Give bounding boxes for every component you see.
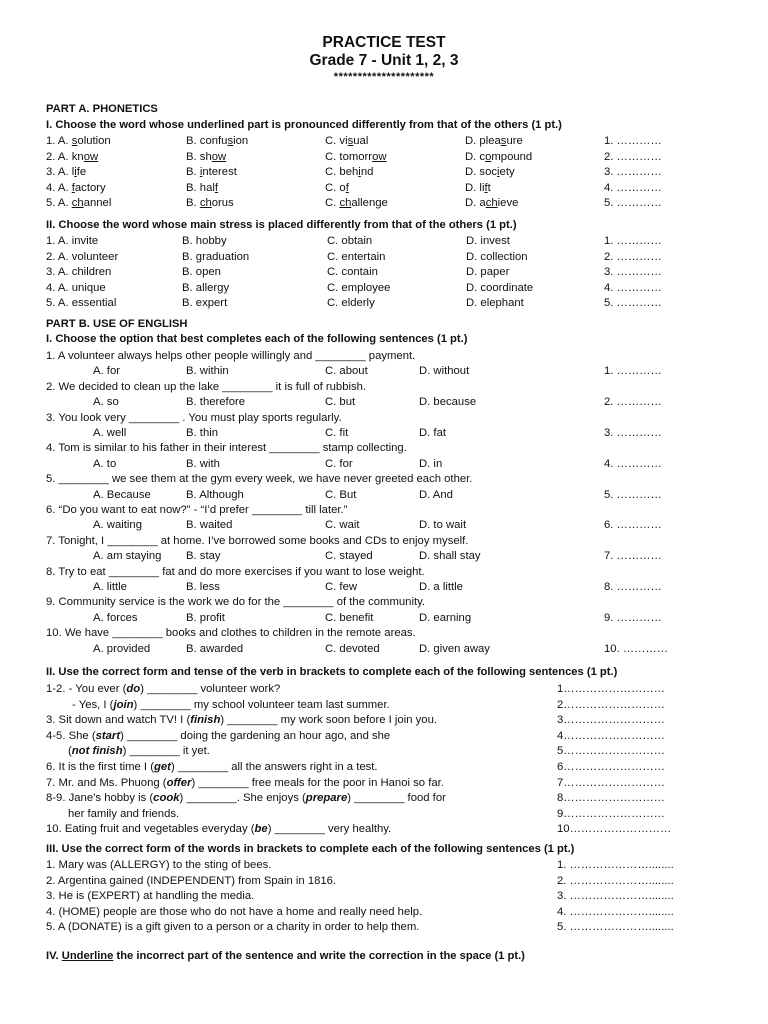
underlined-part: s xyxy=(227,135,234,147)
option-text: D. soc xyxy=(465,166,498,178)
sentence-text: her family and friends. xyxy=(68,807,180,820)
answer-blank: 1……………………… xyxy=(557,683,665,695)
option-cell: D. coordinate xyxy=(466,281,534,294)
answer-blank: 1. ………… xyxy=(604,235,662,247)
answer-blank: 2. ………… xyxy=(604,250,662,263)
underlined-part: f xyxy=(484,181,488,194)
verb-sentence xyxy=(72,698,390,713)
verb-sentence xyxy=(46,682,280,697)
option-cell: C. entertain xyxy=(327,250,386,263)
question-line xyxy=(0,441,768,456)
answer-blank: 2. ………… xyxy=(604,396,662,409)
option-cell: D. shall stay xyxy=(419,550,481,563)
answer-blank: 6. ………… xyxy=(604,519,662,532)
option-cell: A. am staying xyxy=(93,550,162,563)
options-line xyxy=(0,395,768,410)
option-cell: A. to xyxy=(93,457,117,470)
underlined-part: ch xyxy=(339,197,352,209)
answer-blank: 1. ………… xyxy=(604,365,662,378)
verb-in-brackets: prepare xyxy=(305,792,348,805)
option-cell: B. thin xyxy=(186,427,219,439)
sentence-text: 1-2. - You ever ( xyxy=(46,683,127,695)
page-subtitle: Grade 7 - Unit 1, 2, 3 xyxy=(309,52,459,69)
answer-blank: 10……………………… xyxy=(557,823,672,836)
option-cell: A. for xyxy=(93,365,120,378)
option-cell: D. fat xyxy=(419,427,446,439)
stress-row xyxy=(0,250,768,265)
sentence-text: ) ________ doing the gardening an hour ago, and she xyxy=(120,729,391,742)
option-text: 3. A. l xyxy=(46,166,75,178)
underlined-part: i xyxy=(497,166,500,178)
question-text: 2. We decided to clean up the lake ________ it is full of rubbish. xyxy=(46,380,367,393)
answer-blank: 3……………………… xyxy=(557,714,665,727)
option-cell: D. to wait xyxy=(419,519,467,532)
option-text: B. xyxy=(186,197,200,209)
option-cell: A. well xyxy=(93,427,127,439)
answer-blank: 5……………………… xyxy=(557,745,665,758)
page-title: PRACTICE TEST xyxy=(322,34,446,51)
option-cell: B. within xyxy=(186,365,229,378)
sentence-text: ) ________ my work soon before I join you. xyxy=(220,714,437,727)
sentence-text: ) ________ free meals for the poor in Hanoi so far. xyxy=(191,776,444,789)
verb-in-brackets: do xyxy=(126,683,141,695)
verb-form-line xyxy=(0,822,768,837)
option-cell: A. waiting xyxy=(93,519,142,532)
answer-blank: 8. ………… xyxy=(604,581,662,593)
underlined-part: o xyxy=(485,150,492,163)
option-cell: C. stayed xyxy=(325,550,373,563)
answer-blank: 5. …………………........ xyxy=(557,921,674,934)
option-text: 5. A. xyxy=(46,197,72,209)
part-a-sec2-instruction: II. Choose the word whose main stress is placed differently from that of the others (1 pt.) xyxy=(46,219,517,231)
option-cell xyxy=(325,165,373,180)
answer-blank: 2. ………… xyxy=(604,150,662,163)
option-cell: D. in xyxy=(419,457,443,470)
option-cell: D. because xyxy=(419,396,477,409)
verb-in-brackets: finish xyxy=(190,714,221,727)
verb-form-line xyxy=(0,713,768,728)
option-cell xyxy=(46,181,106,196)
option-text: C. beh xyxy=(325,166,359,178)
option-cell: C. obtain xyxy=(327,235,373,247)
question-text: 1. A volunteer always helps other people willingly and ________ payment. xyxy=(46,350,416,362)
option-cell xyxy=(186,196,234,211)
underlined-part: s xyxy=(347,135,354,147)
word-form-sentence: 4. (HOME) people are those who do not have a home and really need help. xyxy=(46,905,423,918)
option-cell xyxy=(325,134,368,149)
underlined-part: s xyxy=(71,135,78,147)
option-cell: 1. A. invite xyxy=(46,235,99,247)
option-cell xyxy=(46,165,86,180)
option-cell xyxy=(325,181,349,196)
option-text: ion xyxy=(233,135,249,147)
options-line xyxy=(0,426,768,441)
verb-sentence xyxy=(46,729,390,744)
word-form-line xyxy=(0,889,768,904)
option-text: actory xyxy=(74,181,106,194)
option-cell: C. employee xyxy=(327,281,391,294)
sentence-text: 10. Eating fruit and vegetables everyday ( xyxy=(46,823,255,836)
option-cell xyxy=(465,181,491,196)
option-text: orus xyxy=(211,197,234,209)
word-form-line xyxy=(0,920,768,935)
option-cell: B. graduation xyxy=(182,250,250,263)
option-cell xyxy=(46,150,98,165)
option-cell: A. little xyxy=(93,581,127,593)
verb-sentence xyxy=(68,744,210,759)
word-form-line xyxy=(0,874,768,889)
answer-blank: 4. ………… xyxy=(604,181,662,194)
option-text: B. sh xyxy=(186,150,212,163)
option-cell xyxy=(46,134,111,149)
answer-blank: 3. ………… xyxy=(604,166,662,178)
verb-form-line xyxy=(0,760,768,775)
phonetics-row xyxy=(0,181,768,196)
option-text: 4. A. xyxy=(46,181,72,194)
answer-blank: 6……………………… xyxy=(557,761,665,773)
underlined-part: i xyxy=(199,166,203,178)
option-cell: D. invest xyxy=(466,235,510,247)
option-cell: C. wait xyxy=(325,519,360,532)
answer-blank: 3. ………… xyxy=(604,266,662,278)
sentence-text: ) ________. She enjoys ( xyxy=(179,792,306,805)
option-cell xyxy=(186,150,226,165)
answer-blank: 7……………………… xyxy=(557,776,665,789)
option-cell: B. awarded xyxy=(186,642,244,655)
answer-blank: 5. ………… xyxy=(604,297,662,309)
option-text: C. o xyxy=(325,181,346,194)
option-cell: B. open xyxy=(182,266,221,278)
answer-blank: 3. ………… xyxy=(604,427,662,439)
verb-in-brackets: cook xyxy=(153,792,180,805)
underlined-part: ch xyxy=(199,197,212,209)
option-cell: D. a little xyxy=(419,581,463,593)
options-line xyxy=(0,549,768,564)
option-cell: D. given away xyxy=(419,642,490,655)
underlined-part: i xyxy=(74,166,77,178)
option-cell: 2. A. volunteer xyxy=(46,250,119,263)
sec4-underline-word: Underline xyxy=(61,950,114,962)
option-cell: B. Although xyxy=(186,488,244,501)
answer-blank: 4. ………… xyxy=(604,457,662,470)
part-b-sec1-instruction: I. Choose the option that best completes each of the following sentences (1 pt.) xyxy=(46,333,468,345)
option-cell: B. therefore xyxy=(186,396,246,409)
underlined-part: f xyxy=(345,181,349,194)
sentence-text: 8-9. Jane’s hobby is ( xyxy=(46,792,154,805)
underlined-part: ow xyxy=(211,150,227,163)
word-form-sentence: 2. Argentina gained (INDEPENDENT) from Spain in 1816. xyxy=(46,874,337,887)
option-cell: C. benefit xyxy=(325,611,374,624)
underlined-part: ow xyxy=(372,150,387,163)
word-form-line xyxy=(0,858,768,873)
option-text: fe xyxy=(76,166,87,178)
verb-in-brackets: get xyxy=(153,761,171,773)
option-cell: D. And xyxy=(419,488,453,501)
option-cell: B. allergy xyxy=(182,281,230,294)
option-cell: C. fit xyxy=(325,427,349,439)
verb-form-line xyxy=(0,744,768,759)
answer-blank: 8……………………… xyxy=(557,792,665,805)
option-cell: D. without xyxy=(419,365,470,378)
verb-sentence xyxy=(46,760,378,775)
question-text: 6. “Do you want to eat now?” - “I’d prefer ________ till later.” xyxy=(46,504,348,516)
answer-blank: 7. ………… xyxy=(604,550,662,563)
answer-blank: 2……………………… xyxy=(557,698,665,711)
option-text: nterest xyxy=(202,166,237,178)
option-cell: D. earning xyxy=(419,611,472,624)
verb-sentence xyxy=(68,807,179,822)
sec4-rest: the incorrect part of the sentence and write the correction in the space (1 pt.) xyxy=(113,950,525,962)
underlined-part: ch xyxy=(71,197,84,209)
question-line xyxy=(0,472,768,487)
option-cell: B. less xyxy=(186,581,220,593)
option-cell: B. with xyxy=(186,457,220,470)
answer-blank: 10. ………… xyxy=(604,642,669,655)
question-line xyxy=(0,565,768,580)
option-text: C. xyxy=(325,197,340,209)
stress-row xyxy=(0,265,768,280)
sentence-text: 3. Sit down and watch TV! I ( xyxy=(46,714,191,727)
question-line xyxy=(0,380,768,395)
verb-in-brackets: not finish xyxy=(71,745,123,758)
option-cell: B. hobby xyxy=(182,235,227,247)
answer-blank: 3. …………………........ xyxy=(557,890,674,903)
option-text: C. vi xyxy=(325,135,348,147)
options-line xyxy=(0,642,768,657)
option-cell: C. but xyxy=(325,396,356,409)
verb-in-brackets: join xyxy=(113,698,134,711)
option-cell: B. expert xyxy=(182,297,228,309)
sec4-prefix: IV. xyxy=(46,950,62,962)
sentence-text: ) ________ all the answers right in a test. xyxy=(170,761,378,773)
verb-in-brackets: offer xyxy=(166,776,192,789)
option-cell: A. forces xyxy=(93,611,138,624)
option-cell xyxy=(186,181,218,196)
options-line xyxy=(0,364,768,379)
option-cell xyxy=(465,150,532,165)
answer-blank: 4. ………… xyxy=(604,281,662,294)
option-text: allenge xyxy=(351,197,388,209)
option-text: D. li xyxy=(465,181,485,194)
verb-in-brackets: be xyxy=(254,823,268,836)
sentence-text: 6. It is the first time I ( xyxy=(46,761,154,773)
option-cell xyxy=(46,196,111,211)
part-b-heading: PART B. USE OF ENGLISH xyxy=(46,318,188,330)
question-text: 9. Community service is the work we do for the ________ of the community. xyxy=(46,596,426,609)
question-text: 10. We have ________ books and clothes to children in the remote areas. xyxy=(46,627,416,640)
question-text: 3. You look very ________ . You must play sports regularly. xyxy=(46,411,342,424)
option-cell: C. for xyxy=(325,457,353,470)
option-cell xyxy=(325,150,387,165)
question-line xyxy=(0,349,768,364)
options-line xyxy=(0,488,768,503)
answer-blank: 1. ………… xyxy=(604,135,662,147)
option-text: B. confu xyxy=(186,135,228,147)
underlined-part: ch xyxy=(485,197,498,209)
question-line xyxy=(0,626,768,641)
underlined-part: ow xyxy=(83,150,99,163)
option-cell xyxy=(325,196,388,211)
question-line xyxy=(0,411,768,426)
option-text: ieve xyxy=(497,197,519,209)
options-line xyxy=(0,518,768,533)
option-cell xyxy=(186,134,248,149)
verb-form-line xyxy=(0,776,768,791)
phonetics-row xyxy=(0,150,768,165)
options-line xyxy=(0,457,768,472)
verb-form-line xyxy=(0,807,768,822)
underlined-part: s xyxy=(500,135,507,147)
option-cell: 3. A. children xyxy=(46,266,112,278)
option-text: D. c xyxy=(465,150,486,163)
option-text: olution xyxy=(77,135,111,147)
option-text: B. hal xyxy=(186,181,215,194)
option-text: nd xyxy=(360,166,374,178)
verb-sentence xyxy=(46,713,437,728)
question-text: 4. Tom is similar to his father in their interest ________ stamp collecting. xyxy=(46,442,407,455)
part-a-heading: PART A. PHONETICS xyxy=(46,103,158,115)
verb-in-brackets: start xyxy=(95,729,121,742)
verb-sentence xyxy=(46,822,391,837)
option-text: annel xyxy=(83,197,112,209)
word-form-sentence: 3. He is (EXPERT) at handling the media. xyxy=(46,890,255,903)
option-cell xyxy=(465,196,518,211)
option-text: t xyxy=(487,181,491,194)
answer-blank: 5. ………… xyxy=(604,197,662,209)
sentence-text: ) ________ food for xyxy=(347,792,446,805)
option-cell xyxy=(186,165,237,180)
sentence-text: 4-5. She ( xyxy=(46,729,96,742)
option-text: D. a xyxy=(465,197,486,209)
option-cell: C. But xyxy=(325,488,357,501)
option-cell: A. so xyxy=(93,396,119,409)
option-cell: C. contain xyxy=(327,266,378,278)
stress-row xyxy=(0,234,768,249)
question-line xyxy=(0,595,768,610)
answer-blank: 9. ………… xyxy=(604,611,662,624)
option-cell: D. elephant xyxy=(466,297,524,309)
verb-form-line xyxy=(0,682,768,697)
verb-sentence xyxy=(46,776,444,791)
phonetics-row xyxy=(0,196,768,211)
word-form-sentence: 5. A (DONATE) is a gift given to a person or a charity in order to help them. xyxy=(46,921,420,934)
sentence-text: ) ________ my school volunteer team last summer. xyxy=(133,698,390,711)
title-divider-stars: ********************* xyxy=(333,71,435,83)
option-text: 2. A. kn xyxy=(46,150,84,163)
sentence-text: 7. Mr. and Ms. Phuong ( xyxy=(46,776,167,789)
option-text: B. xyxy=(186,166,200,178)
underlined-part: f xyxy=(214,181,219,194)
answer-blank: 5. ………… xyxy=(604,488,662,501)
option-cell: B. profit xyxy=(186,611,225,624)
answer-blank: 1. …………………........ xyxy=(557,859,674,871)
option-cell: D. paper xyxy=(466,266,510,278)
sentence-text: ( xyxy=(68,745,72,758)
option-cell: C. few xyxy=(325,581,358,593)
verb-form-line xyxy=(0,698,768,713)
part-b-sec3-instruction: III. Use the correct form of the words in brackets to complete each of the following sentences (1 pt.) xyxy=(46,843,575,855)
question-text: 7. Tonight, I ________ at home. I’ve borrowed some books and CDs to enjoy myself. xyxy=(46,534,469,547)
phonetics-row xyxy=(0,165,768,180)
part-b-sec2-instruction: II. Use the correct form and tense of the verb in brackets to complete each of the following sentences (1 pt.) xyxy=(46,666,618,678)
part-b-sec4-instruction xyxy=(46,950,525,962)
stress-row xyxy=(0,296,768,311)
option-cell: C. elderly xyxy=(327,297,375,309)
option-text: ety xyxy=(499,166,515,178)
verb-form-line xyxy=(0,729,768,744)
option-text: ual xyxy=(353,135,369,147)
option-cell: 5. A. essential xyxy=(46,297,117,309)
underlined-part: i xyxy=(358,166,361,178)
option-cell: D. collection xyxy=(466,250,528,263)
options-line xyxy=(0,580,768,595)
question-line xyxy=(0,534,768,549)
question-text: 5. ________ we see them at the gym every week, we have never greeted each other. xyxy=(46,473,473,486)
answer-blank: 2. …………………........ xyxy=(557,874,674,887)
option-cell: A. Because xyxy=(93,488,151,501)
sentence-text: ) ________ volunteer work? xyxy=(140,683,281,695)
stress-row xyxy=(0,281,768,296)
sentence-text: - Yes, I ( xyxy=(72,698,114,711)
answer-blank: 9……………………… xyxy=(557,807,665,820)
sentence-text: ) ________ it yet. xyxy=(122,745,210,758)
sentence-text: ) ________ very healthy. xyxy=(267,823,392,836)
phonetics-row xyxy=(0,134,768,149)
options-line xyxy=(0,611,768,626)
option-text: ure xyxy=(506,135,523,147)
underlined-part: f xyxy=(71,181,75,194)
verb-form-line xyxy=(0,791,768,806)
verb-sentence xyxy=(46,791,446,806)
option-cell xyxy=(465,165,515,180)
option-cell: 4. A. unique xyxy=(46,281,106,294)
word-form-sentence: 1. Mary was (ALLERGY) to the sting of bees. xyxy=(46,859,272,871)
option-cell: C. devoted xyxy=(325,642,380,655)
option-cell: B. stay xyxy=(186,550,221,563)
part-a-sec1-instruction: I. Choose the word whose underlined part is pronounced differently from that of the others (1 pt.) xyxy=(46,119,562,131)
option-cell: A. provided xyxy=(93,642,151,655)
question-text: 8. Try to eat ________ fat and do more exercises if you want to lose weight. xyxy=(46,565,425,578)
option-text: 1. A. xyxy=(46,135,72,147)
answer-blank: 4……………………… xyxy=(557,729,665,742)
option-cell xyxy=(465,134,523,149)
option-cell: B. waited xyxy=(186,519,233,532)
option-text: D. plea xyxy=(465,135,501,147)
option-text: mpound xyxy=(491,150,533,163)
question-line xyxy=(0,503,768,518)
word-form-line xyxy=(0,905,768,920)
answer-blank: 4. …………………........ xyxy=(557,905,674,918)
option-text: C. tomorr xyxy=(325,150,373,163)
option-cell: C. about xyxy=(325,365,368,378)
